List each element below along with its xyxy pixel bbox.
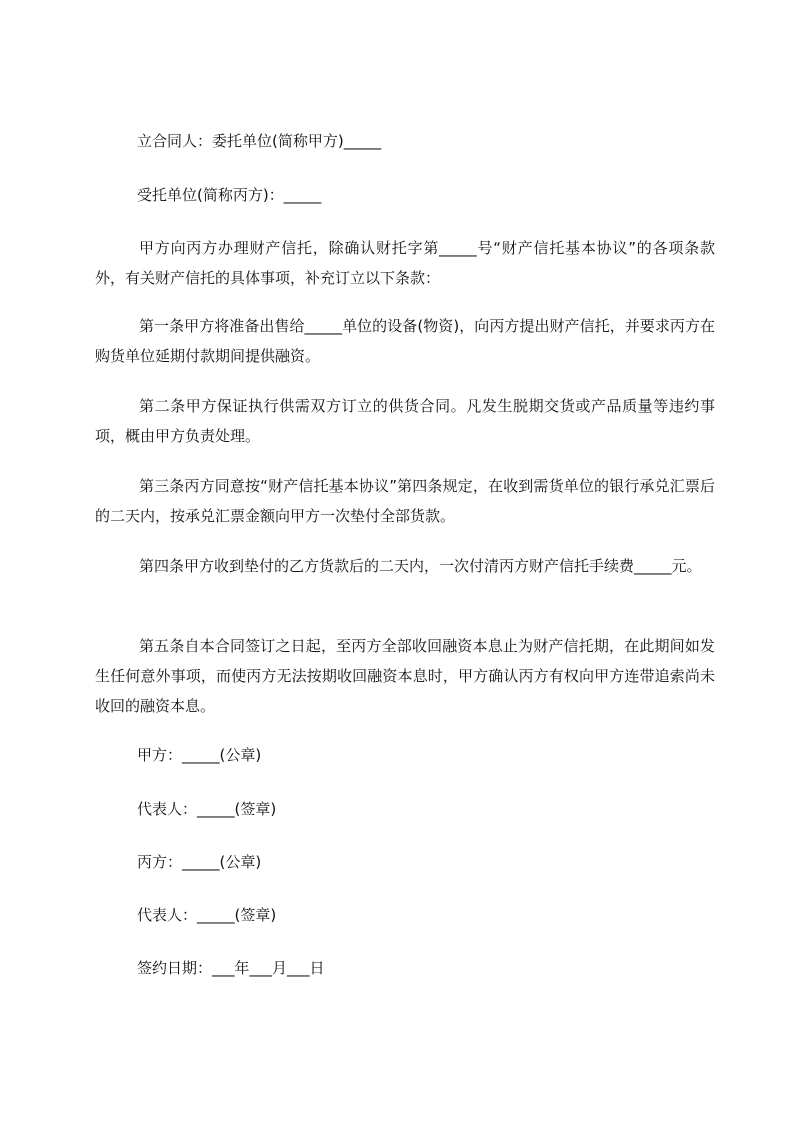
- clause-2: 第二条甲方保证执行供需双方订立的供货合同。凡发生脱期交货或产品质量等违约事项，概由甲方负责处理。: [95, 397, 715, 445]
- intro-paragraph: 甲方向丙方办理财产信托，除确认财托字第_____号“财产信托基本协议”的各项条款外，有关财产信托的具体事项，补充订立以下条款：: [95, 239, 715, 287]
- party-a-line: 立合同人：委托单位(简称甲方)_____: [137, 132, 382, 150]
- party-a-signature: 甲方：_____(公章): [137, 746, 262, 764]
- clause-1: 第一条甲方将准备出售给_____单位的设备(物资)，向丙方提出财产信托，并要求丙方在购货单位延期付款期间提供融资。: [95, 317, 715, 365]
- clause-3: 第三条丙方同意按“财产信托基本协议”第四条规定，在收到需货单位的银行承兑汇票后的二天内，按承兑汇票金额向甲方一次垫付全部货款。: [95, 477, 715, 525]
- party-c-signature: 丙方：_____(公章): [137, 853, 262, 871]
- party-a-representative: 代表人：_____(签章): [137, 800, 277, 818]
- signing-date: 签约日期：___年___月___日: [137, 959, 325, 977]
- party-c-line: 受托单位(简称丙方)：_____: [137, 186, 322, 204]
- party-c-representative: 代表人：_____(签章): [137, 906, 277, 924]
- clause-4: 第四条甲方收到垫付的乙方货款后的二天内，一次付清丙方财产信托手续费_____元。: [139, 557, 702, 575]
- clause-5: 第五条自本合同签订之日起，至丙方全部收回融资本息止为财产信托期，在此期间如发生任何意外事项，而使丙方无法按期收回融资本息时，甲方确认丙方有权向甲方连带追索尚未收回的融资本息。: [95, 637, 715, 715]
